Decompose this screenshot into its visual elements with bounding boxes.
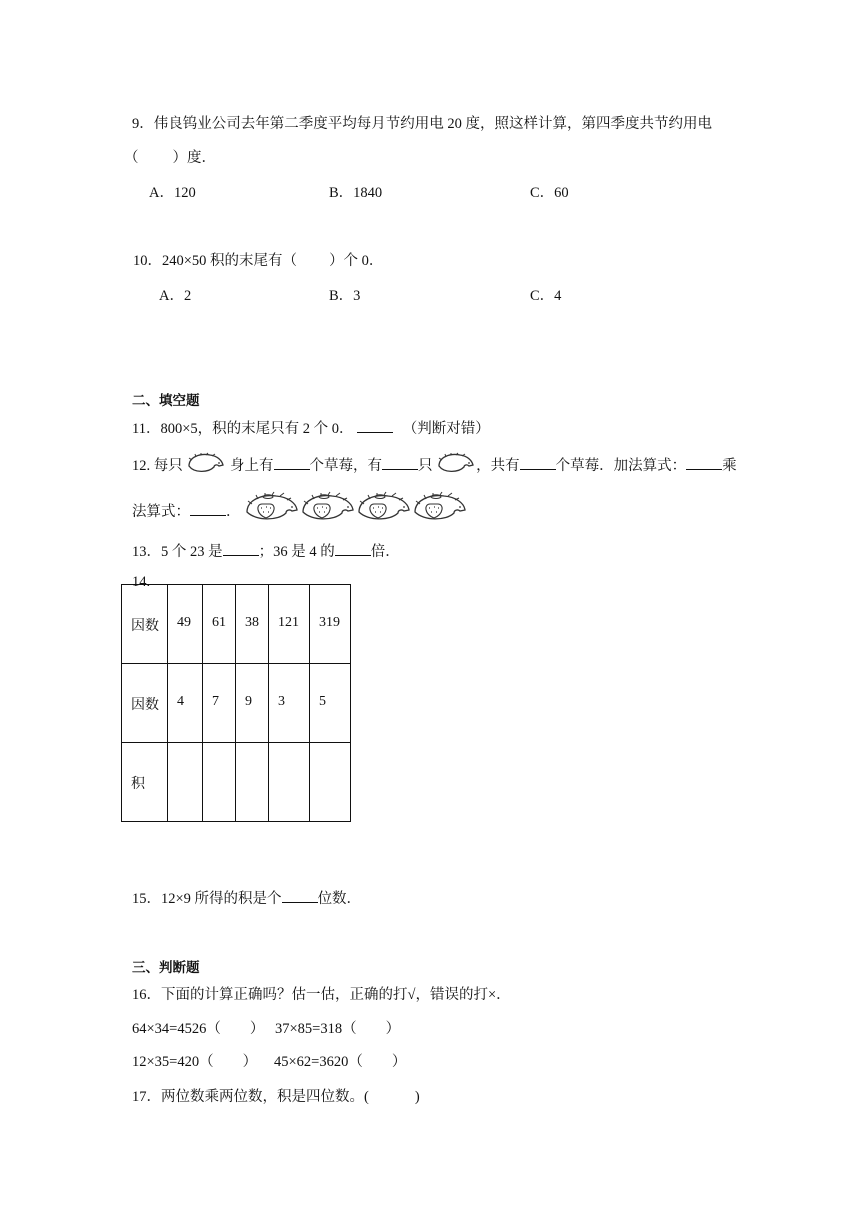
q12-line2-end: ． bbox=[226, 504, 241, 520]
q10-stem-part-a: 10．240×50 积的末尾有（ bbox=[133, 253, 298, 269]
q12-blank-5[interactable] bbox=[190, 502, 226, 516]
table-cell: 因数 bbox=[122, 664, 168, 743]
q9-stem-line2 bbox=[124, 146, 216, 167]
table-cell: 49 bbox=[168, 585, 203, 664]
q13-part2: ；36 是 4 的 bbox=[258, 544, 335, 560]
q9-stem-line1: 9．伟良钨业公司去年第二季度平均每月节约用电 20 度，照这样计算，第四季度共节约用电 bbox=[132, 116, 712, 132]
table-cell: 积 bbox=[122, 743, 168, 822]
q16-stem: 16．下面的计算正确吗？估一估，正确的打√，错误的打×． bbox=[132, 987, 511, 1003]
hedgehog-strawberry-group bbox=[244, 490, 470, 531]
q12-part6: 个草莓．加法算式： bbox=[555, 457, 687, 474]
q12-part7: 乘 bbox=[722, 457, 737, 474]
product-answer-cell[interactable] bbox=[310, 743, 351, 822]
q10-option-c[interactable]: C．4 bbox=[530, 288, 562, 304]
q16-item-1[interactable]: 64×34=4526（ ） bbox=[132, 1021, 265, 1037]
table-cell: 7 bbox=[203, 664, 236, 743]
q16-item-4[interactable]: 45×62=3620（ ） bbox=[274, 1054, 407, 1070]
q14-table bbox=[121, 584, 351, 822]
table-cell: 38 bbox=[236, 585, 269, 664]
table-cell: 5 bbox=[310, 664, 351, 743]
q12-part4: 只 bbox=[418, 457, 433, 474]
q12-line1 bbox=[132, 452, 737, 481]
q12-line2-label: 法算式： bbox=[132, 504, 190, 520]
table-cell: 121 bbox=[269, 585, 310, 664]
section-true-false-title: 三、判断题 bbox=[132, 960, 200, 976]
q10-option-a[interactable]: A．2 bbox=[159, 288, 192, 304]
q14-label: 14. bbox=[132, 574, 151, 590]
q12-blank-2[interactable] bbox=[382, 456, 418, 470]
table-cell: 9 bbox=[236, 664, 269, 743]
q13 bbox=[132, 540, 400, 561]
q10-option-b[interactable]: B．3 bbox=[329, 288, 361, 304]
q15-part2: 位数． bbox=[317, 891, 362, 907]
q12-blank-1[interactable] bbox=[274, 456, 310, 470]
q12-blank-3[interactable] bbox=[520, 456, 556, 470]
q9-option-a[interactable]: A．120 bbox=[149, 185, 196, 201]
q12-blank-4[interactable] bbox=[686, 456, 722, 470]
table-row bbox=[122, 743, 351, 822]
q13-part1: 13．5 个 23 是 bbox=[132, 544, 223, 560]
q12-part5: ，共有 bbox=[476, 457, 520, 474]
table-cell: 因数 bbox=[122, 585, 168, 664]
table-cell: 319 bbox=[310, 585, 351, 664]
product-answer-cell[interactable] bbox=[269, 743, 310, 822]
product-answer-cell[interactable] bbox=[203, 743, 236, 822]
q12-line2 bbox=[132, 500, 241, 521]
table-cell: 4 bbox=[168, 664, 203, 743]
q11-text: 11．800×5，积的末尾只有 2 个 0． bbox=[132, 421, 354, 437]
table-row bbox=[122, 664, 351, 743]
product-answer-cell[interactable] bbox=[168, 743, 203, 822]
q17-close-paren: ) bbox=[414, 1089, 420, 1105]
q10-stem-part-b: ）个 0． bbox=[329, 253, 384, 269]
q15 bbox=[132, 887, 361, 908]
q16-item-2[interactable]: 37×85=318（ ） bbox=[275, 1021, 401, 1037]
q9-close-paren: ）度． bbox=[172, 150, 216, 166]
table-cell: 3 bbox=[269, 664, 310, 743]
q15-part1: 15．12×9 所得的积是个 bbox=[132, 891, 282, 907]
q11-answer-blank[interactable] bbox=[357, 419, 393, 433]
table-row bbox=[122, 585, 351, 664]
q9-option-b[interactable]: B．1840 bbox=[329, 185, 383, 201]
q13-blank-1[interactable] bbox=[223, 542, 259, 556]
q10-stem bbox=[133, 249, 383, 270]
hedgehog-strawberry-icon bbox=[359, 492, 409, 519]
q15-blank[interactable] bbox=[282, 889, 318, 903]
q11 bbox=[132, 417, 490, 438]
q16-item-3[interactable]: 12×35=420（ ） bbox=[132, 1054, 258, 1070]
hedgehog-strawberry-icon bbox=[415, 492, 465, 519]
q9-open-paren: （ bbox=[124, 150, 139, 166]
q17 bbox=[132, 1085, 420, 1106]
q9-option-c[interactable]: C．60 bbox=[530, 185, 569, 201]
q12-part1: 12. 每只 bbox=[132, 457, 183, 474]
section-fill-in-title: 二、填空题 bbox=[132, 393, 200, 409]
q12-part3: 个草莓，有 bbox=[309, 457, 382, 474]
q13-part3: 倍． bbox=[370, 544, 400, 560]
hedgehog-outline-icon bbox=[436, 452, 476, 481]
table-cell: 61 bbox=[203, 585, 236, 664]
q12-part2: 身上有 bbox=[230, 457, 274, 474]
q13-blank-2[interactable] bbox=[335, 542, 371, 556]
q11-tail: （判断对错） bbox=[402, 421, 490, 437]
q17-text: 17．两位数乘两位数，积是四位数。( bbox=[132, 1089, 369, 1105]
product-answer-cell[interactable] bbox=[236, 743, 269, 822]
hedgehog-strawberry-icon bbox=[247, 492, 297, 519]
hedgehog-outline-icon bbox=[186, 452, 226, 481]
hedgehog-strawberry-icon bbox=[303, 492, 353, 519]
